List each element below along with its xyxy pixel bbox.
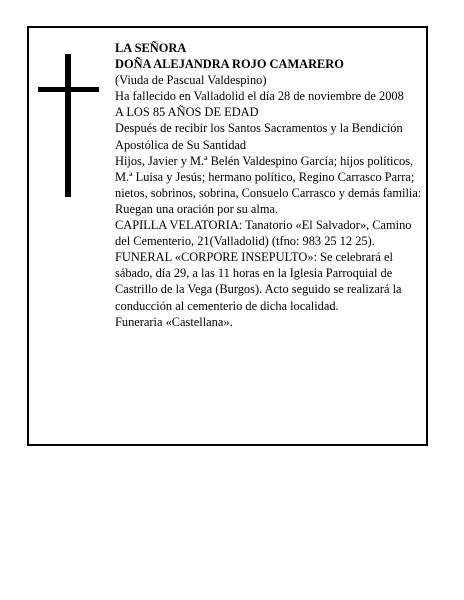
prayer-line: Ruegan una oración por su alma. <box>115 201 279 216</box>
cross-icon <box>38 54 99 197</box>
deceased-name: DOÑA ALEJANDRA ROJO CAMARERO <box>115 57 344 72</box>
death-date-line: Ha fallecido en Valladolid el día 28 de noviembre de 2008 <box>115 89 404 104</box>
funeral-home-line: Funeraria «Castellana». <box>115 314 233 329</box>
cross-vertical-bar <box>65 54 71 197</box>
funeral-line: FUNERAL «CORPORE INSEPULTO»: Se celebrará el sábado, día 29, a las 11 horas en la Iglesia Parroquial de Castrillo de la Vega (Burgos). Acto seguido se realizará la conducción al cementerio de dicha localidad. <box>115 250 402 313</box>
sacraments-line: Después de recibir los Santos Sacramentos y la Bendición Apostólica de Su Santidad <box>115 121 403 152</box>
chapel-line: CAPILLA VELATORIA: Tanatorio «El Salvador», Camino del Cementerio, 21(Valladolid) (tfno: 983 25 12 25). <box>115 218 412 249</box>
age-line: A LOS 85 AÑOS DE EDAD <box>115 105 259 120</box>
obituary-text <box>115 40 425 330</box>
widow-line: (Viuda de Pascual Valdespino) <box>115 73 267 88</box>
notice-title: LA SEÑORA <box>115 41 187 55</box>
family-line: Hijos, Javier y M.ª Belén Valdespino García; hijos políticos, M.ª Luisa y Jesús; hermano político, Regino Carrasco Parra; nietos, sobrinos, sobrina, Consuelo Carrasco y demás familia: <box>115 153 422 200</box>
cross-horizontal-bar <box>38 87 99 92</box>
